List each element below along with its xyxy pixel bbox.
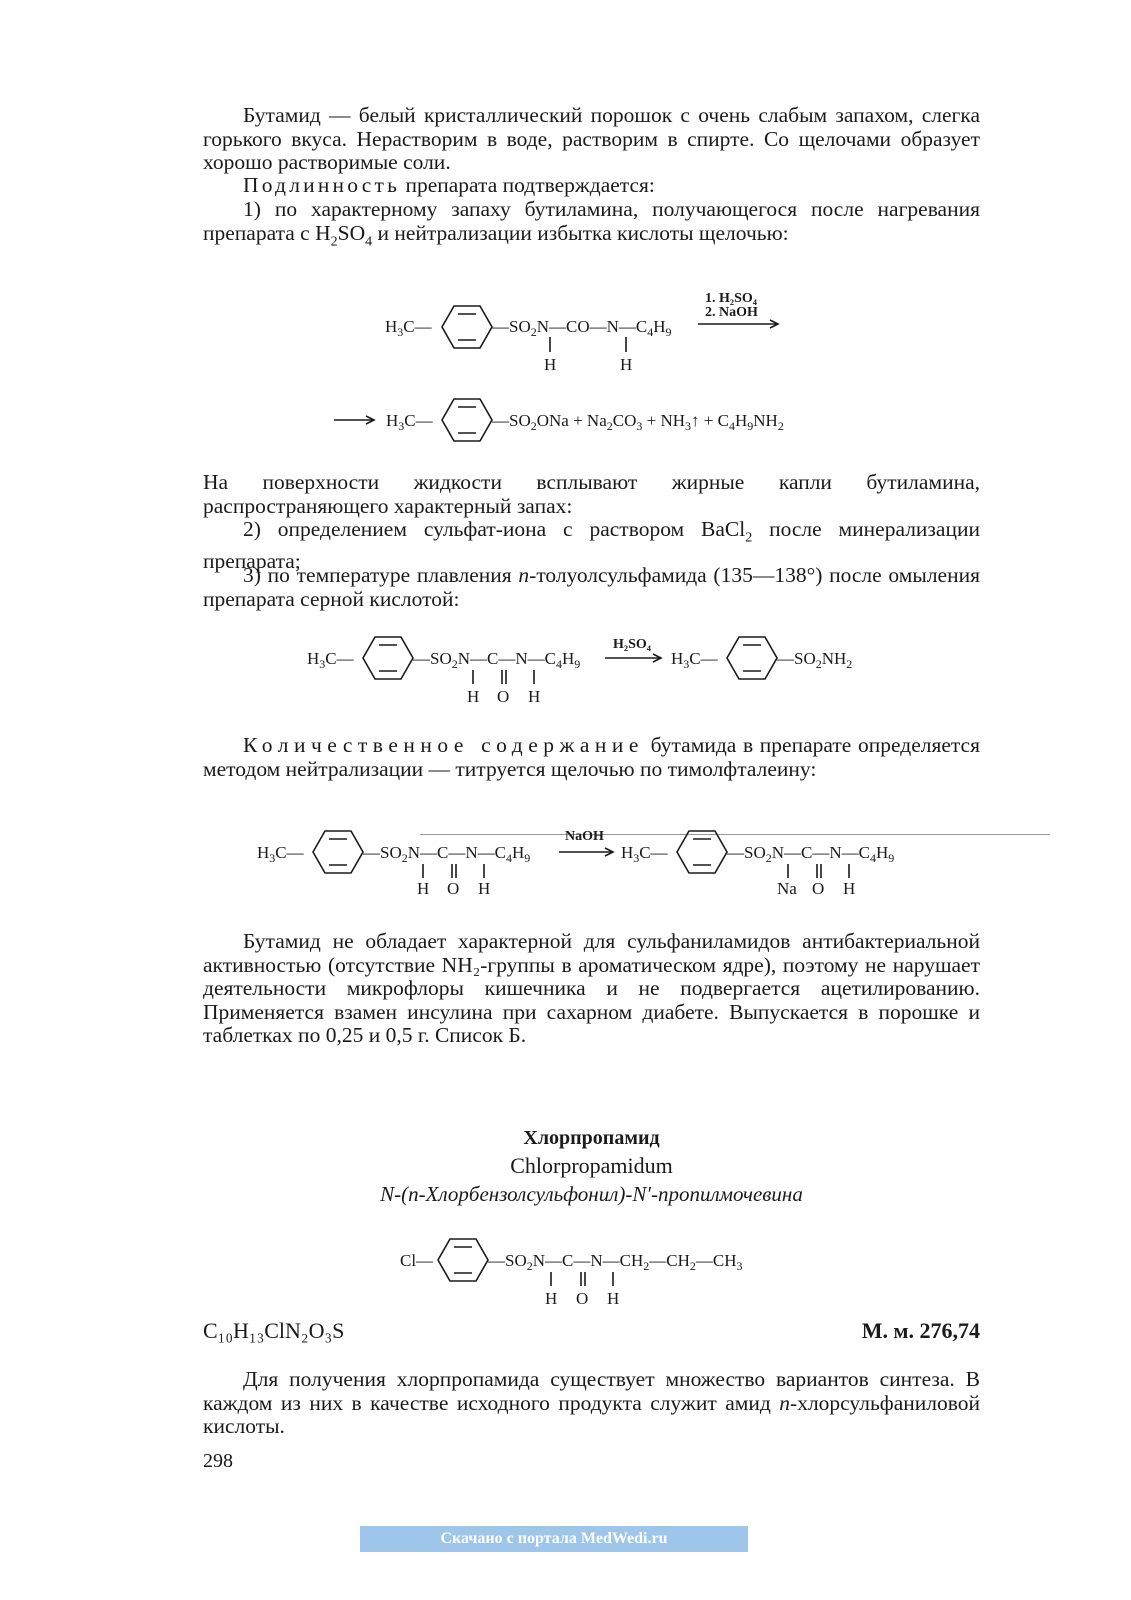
svg-text:H: H: [417, 879, 430, 898]
section-header: [203, 1124, 980, 1208]
benzene-ring-icon: [442, 306, 492, 348]
molecular-formula: C₁₀H₁₃ClN₂O₃S: [203, 1318, 345, 1343]
molecular-mass: М. м. 276,74: [861, 1318, 980, 1343]
svg-text:—SO2N—C—N—CH2—CH2—CH3: $—SO_2N—C—N—CH_2—CH_2—CH_3$: [488, 1251, 743, 1273]
svg-text:2. NaOH: 2. NaOH: [705, 305, 758, 320]
benzene-ring-icon: [363, 637, 413, 679]
benzene-ring-icon: [442, 399, 492, 441]
paragraph-quantitative: Количественное содержание бутамида в препарате определяется методом нейтрализации — титруется щелочью по тимолфталеину:: [203, 733, 980, 781]
svg-text:O: O: [576, 1289, 589, 1308]
svg-text:H3C—: $H_3C—$: [621, 843, 668, 865]
svg-text:—SO2N—C—N—C4H9: $—SO_2N—C—N—C_4H_9$: [413, 649, 581, 671]
svg-text:H: H: [528, 687, 541, 706]
svg-text:—SO2N—CO—N—C4H9: $—SO_2N—CO—N—C_4H_9$: [492, 317, 672, 339]
paragraph-description: Бутамид — белый кристаллический порошок с очень слабым запахом, слегка горького вкуса. Нерастворим в воде, растворим в спирте. Со щелочами образует хорошо растворимые соли.: [203, 103, 980, 174]
svg-text:O: O: [497, 687, 510, 706]
benzene-ring-icon: [677, 831, 727, 873]
download-banner-link[interactable]: Скачано с портала MedWedi.ru: [360, 1526, 748, 1552]
svg-text:H3C—: $H_3C—$: [386, 411, 433, 433]
svg-text:NaOH: NaOH: [565, 829, 604, 844]
reaction-3-scheme: [305, 630, 885, 710]
benzene-ring-icon: [727, 637, 777, 679]
svg-text:H3C—: $H_3C—$: [671, 649, 718, 671]
section-title: Хлорпропамид: [523, 1127, 660, 1149]
svg-text:H: H: [544, 355, 557, 374]
reaction-4-scheme: [255, 822, 935, 902]
svg-text:—SO2NH2: $—SO_2NH_2$: [777, 649, 853, 671]
reaction-1-products: [330, 392, 890, 448]
svg-text:H: H: [545, 1289, 558, 1308]
svg-text:O: O: [812, 879, 825, 898]
paragraph-test-1: 1) по характерному запаху бутиламина, получающегося после нагревания препарата с $H_2SO_4$ и нейтрализации избытка кислоты щелочью:: [203, 197, 980, 249]
paragraph-identity-intro: Подлинность препарата подтверждается:: [243, 173, 655, 197]
svg-text:O: O: [447, 879, 460, 898]
svg-text:1. H₂SO₄: 1. H₂SO₄: [705, 291, 757, 306]
section-latin-name: Chlorpropamidum: [510, 1153, 673, 1178]
svg-text:Na: Na: [777, 879, 797, 898]
svg-text:—SO2ONa + Na2CO3 + NH3↑ + C4H9: $—SO_2ONa + Na_2CO_3$ + $NH_3↑ + C_4H_9NH_2$: [492, 411, 784, 433]
benzene-ring-icon: [313, 831, 363, 873]
paragraph-synthesis: Для получения хлорпропамида существует множество вариантов синтеза. В каждом из них в качестве исходного продукта служит амид n-хлорсульфаниловой кислоты.: [203, 1367, 980, 1438]
svg-text:H: H: [607, 1289, 620, 1308]
paragraph-butylamine: На поверхности жидкости всплывают жирные капли бутиламина, распространяющего характерный запах:: [203, 470, 980, 518]
paragraph-test-2: 2) определением сульфат-иона с раствором BaCl$_2$ после минерализации препарата;: [203, 517, 980, 573]
svg-text:H: H: [843, 879, 856, 898]
svg-text:—SO2N—C—N—C4H9: $—SO_2N—C—N—C_4H_9$: [727, 843, 895, 865]
page-number: 298: [203, 1450, 233, 1472]
svg-text:H3C—: $H_3C—$: [257, 843, 304, 865]
svg-text:H: H: [467, 687, 480, 706]
section-systematic-name: N-(n-Хлорбензолсульфонил)-N′-пропилмочевина: [380, 1182, 803, 1206]
svg-text:H3C—: $H_3C—$: [307, 649, 354, 671]
paragraph-pharmacology: Бутамид не обладает характерной для сульфаниламидов антибактериальной активностью (отсутствие NH₂-группы в ароматическом ядре), поэтому не нарушает деятельности микрофлоры кишечника и не подвергается ацетилированию. Применяется взамен инсулина при сахарном диабете. Выпускается в порошке и таблетках по 0,25 и 0,5 г. Список Б.: [203, 929, 980, 1047]
svg-text:Cl—: Cl—: [400, 1251, 434, 1270]
svg-text:H: H: [478, 879, 491, 898]
formula-line: [203, 1318, 980, 1348]
benzene-ring-icon: [438, 1239, 488, 1281]
svg-text:H₂SO₄: H₂SO₄: [613, 637, 651, 652]
reaction-1-scheme: [380, 280, 800, 380]
svg-text:H: H: [620, 355, 633, 374]
svg-text:—SO2N—C—N—C4H9: $—SO_2N—C—N—C_4H_9$: [363, 843, 531, 865]
paragraph-test-3: 3) по температуре плавления n-толуолсульфамида (135—138°) после омыления препарата серной кислотой:: [203, 563, 980, 611]
methyl-group: $H_3C—$: [385, 317, 432, 339]
chlorpropamide-structure: [398, 1234, 798, 1310]
